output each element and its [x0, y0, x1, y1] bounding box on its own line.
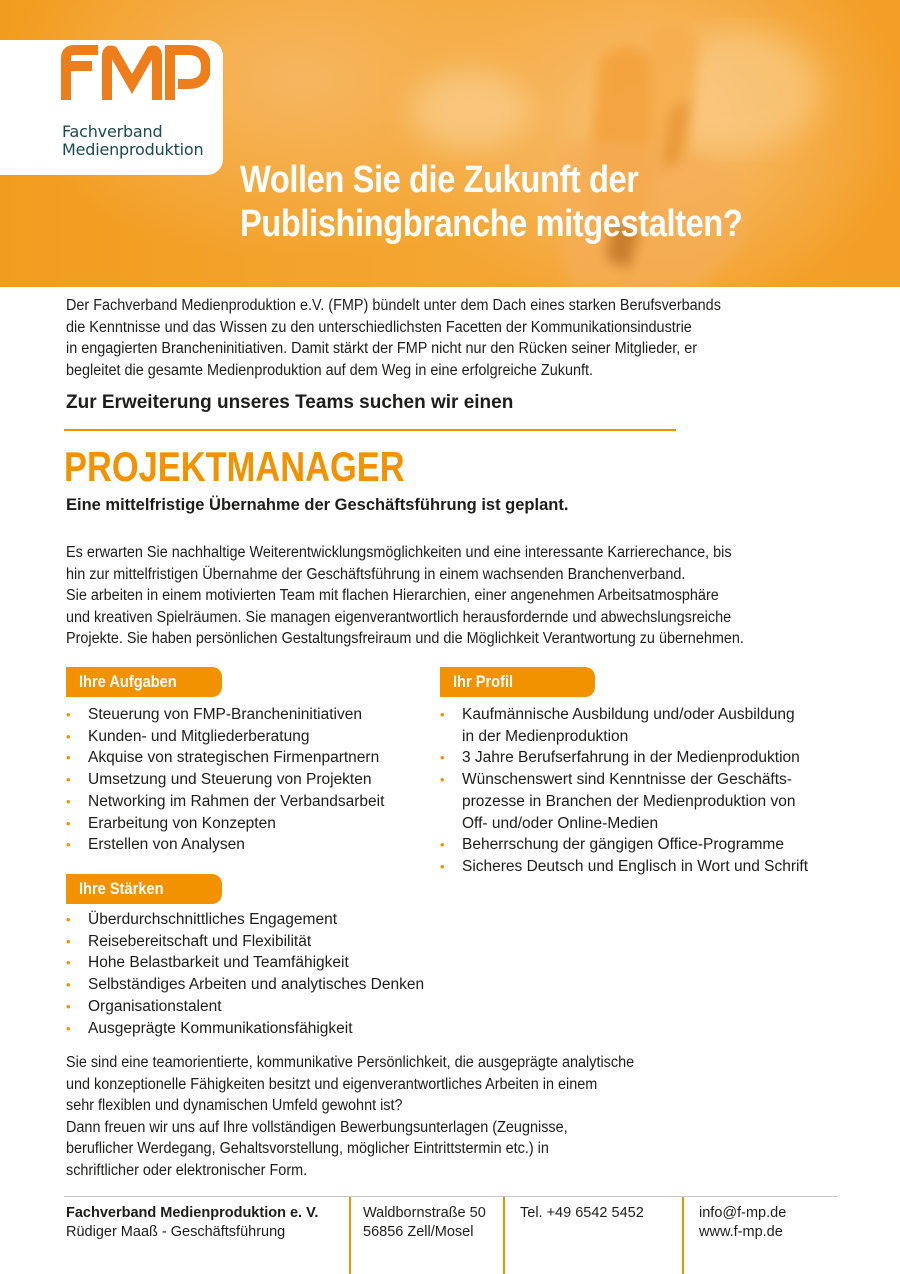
- list-item: [66, 791, 384, 813]
- intro-line: begleitet die gesamte Medienproduktion auf dem Weg in eine erfolgreiche Zukunft.: [66, 361, 594, 379]
- bullet-icon: •: [66, 933, 71, 949]
- list-item: [440, 704, 808, 747]
- footer-separator: [349, 1197, 351, 1274]
- heading-divider: [64, 429, 676, 431]
- list-item-text: Steuerung von FMP-Brancheninitiativen: [88, 706, 362, 723]
- list-item: [66, 747, 384, 769]
- footer-contact-person: Rüdiger Maaß - Geschäftsführung: [66, 1224, 286, 1240]
- list-item-text: Reisebereitschaft und Flexibilität: [88, 932, 312, 950]
- closing-line: Sie sind eine teamorientierte, kommunikative Persönlichkeit, die ausgeprägte analytische: [66, 1054, 635, 1071]
- bullet-icon: •: [440, 772, 445, 788]
- list-item-text: 3 Jahre Berufserfahrung in der Medienproduktion: [462, 749, 800, 767]
- list-item: [66, 952, 424, 974]
- description-line: hin zur mittelfristigen Übernahme der Geschäftsführung in einem wachsenden Branchenverband.: [66, 565, 686, 583]
- list-item: [66, 769, 384, 791]
- logo-line-2: Medienproduktion: [62, 140, 204, 159]
- section-title: Ihre Aufgaben: [79, 672, 177, 691]
- bullet-icon: •: [66, 912, 71, 927]
- list-item: [66, 813, 384, 835]
- footer-address: [363, 1204, 486, 1242]
- list-item-text: prozesse in Branchen der Medienproduktion von: [462, 792, 796, 810]
- description-line: Projekte. Sie haben persönlichen Gestaltungsfreiraum und die Möglichkeit Verantwortung zu übernehmen.: [66, 630, 744, 648]
- list-item: [66, 974, 424, 996]
- list-item: [66, 996, 424, 1018]
- bullet-icon: •: [66, 728, 71, 744]
- hero-title: [240, 158, 742, 246]
- footer-website-link[interactable]: www.f-mp.de: [699, 1224, 783, 1240]
- closing-line: schriftlicher oder elektronischer Form.: [66, 1161, 308, 1179]
- list-item-text: Sicheres Deutsch und Englisch in Wort und Schrift: [462, 857, 809, 875]
- bullet-icon: •: [440, 858, 445, 874]
- section-title: Ihr Profil: [453, 672, 514, 691]
- bullet-icon: •: [440, 707, 445, 722]
- list-item-text: Selbständiges Arbeiten und analytisches Denken: [88, 976, 425, 994]
- logo-line-1: Fachverband: [62, 122, 163, 141]
- hero-title-line-2: Publishingbranche mitgestalten?: [240, 203, 743, 245]
- list-item: [440, 834, 808, 856]
- closing-line: sehr flexiblen und dynamischen Umfeld gewohnt ist?: [66, 1097, 403, 1115]
- bullet-icon: •: [66, 793, 71, 809]
- description-line: und kreativen Spielräumen. Sie managen eigenverantwortlich herausfordernde und abwechslungsreiche: [66, 608, 732, 626]
- intro-line: die Kenntnisse und das Wissen zu den unterschiedlichsten Facetten der Kommunikationsindustrie: [66, 318, 692, 336]
- closing-paragraph: [66, 1052, 634, 1182]
- bullet-icon: •: [66, 998, 71, 1014]
- list-item: [440, 856, 808, 878]
- list-item: [66, 726, 384, 748]
- bullet-icon: •: [66, 1020, 71, 1036]
- footer-separator: [682, 1197, 684, 1274]
- bullet-icon: •: [66, 707, 71, 722]
- description-line: Es erwarten Sie nachhaltige Weiterentwicklungsmöglichkeiten und eine interessante Karrierechance, bis: [66, 544, 732, 561]
- list-item: [66, 931, 424, 953]
- bullet-icon: •: [66, 977, 71, 993]
- search-heading: Zur Erweiterung unseres Teams suchen wir einen: [66, 392, 514, 413]
- closing-line: Dann freuen wir uns auf Ihre vollständigen Bewerbungsunterlagen (Zeugnisse,: [66, 1118, 568, 1136]
- bullet-icon: •: [66, 815, 71, 831]
- list-item-text: Wünschenswert sind Kenntnisse der Geschäfts-: [462, 771, 792, 789]
- footer-city: 56856 Zell/Mosel: [363, 1224, 474, 1240]
- list-item-text: Erarbeitung von Konzepten: [88, 814, 276, 832]
- description-paragraph: [66, 542, 744, 650]
- description-line: Sie arbeiten in einem motivierten Team mit flachen Hierarchien, einer angenehmen Arbeitsatmosphäre: [66, 587, 719, 605]
- list-item-text: Hohe Belastbarkeit und Teamfähigkeit: [88, 954, 349, 972]
- footer-phone[interactable]: Tel. +49 6542 5452: [520, 1205, 644, 1221]
- footer-divider: [64, 1196, 838, 1197]
- bullet-icon: •: [440, 750, 445, 766]
- list-item: [66, 909, 424, 931]
- intro-line: Der Fachverband Medienproduktion e.V. (FMP) bündelt unter dem Dach eines starken Berufsverbands: [66, 297, 721, 314]
- list-item: [440, 769, 808, 834]
- list-item-text: Überdurchschnittliches Engagement: [88, 911, 337, 928]
- list-item: [66, 834, 384, 856]
- list-item-text: Organisationstalent: [88, 997, 222, 1015]
- hero-title-line-1: Wollen Sie die Zukunft der: [240, 159, 639, 201]
- list-item-text: Ausgeprägte Kommunikationsfähigkeit: [88, 1019, 353, 1037]
- bullet-icon: •: [66, 772, 71, 788]
- staerken-list: [66, 909, 424, 1039]
- logo: [0, 40, 223, 175]
- list-item-text: Umsetzung und Steuerung von Projekten: [88, 771, 372, 789]
- list-item-text: Beherrschung der gängigen Office-Programme: [462, 836, 784, 854]
- intro-line: in engagierten Brancheninitiativen. Damit stärkt der FMP nicht nur den Rücken seiner Mitglieder, er: [66, 340, 698, 358]
- list-item-text: Akquise von strategischen Firmenpartnern: [88, 749, 380, 767]
- bullet-icon: •: [66, 837, 71, 853]
- list-item: [66, 1018, 424, 1040]
- list-item-text: Networking im Rahmen der Verbandsarbeit: [88, 792, 385, 810]
- footer-email-link[interactable]: info@f-mp.de: [699, 1205, 787, 1221]
- fmp-logo-mark: [60, 42, 210, 102]
- hero-banner: [0, 0, 900, 287]
- list-item: [440, 747, 808, 769]
- profil-list: [440, 704, 808, 878]
- list-item-text: Kaufmännische Ausbildung und/oder Ausbildung: [462, 706, 795, 723]
- footer-online: [699, 1204, 786, 1242]
- bullet-icon: •: [66, 955, 71, 971]
- footer-street: Waldbornstraße 50: [363, 1205, 486, 1221]
- job-title: PROJEKTMANAGER: [64, 443, 405, 490]
- footer-phone-block: [520, 1204, 644, 1223]
- job-subtitle: Eine mittelfristige Übernahme der Geschäftsführung ist geplant.: [66, 496, 569, 514]
- aufgaben-list: [66, 704, 384, 856]
- list-item: [66, 704, 384, 726]
- section-header-aufgaben: [66, 667, 222, 697]
- section-header-staerken: [66, 874, 222, 904]
- footer-organization: [66, 1204, 318, 1242]
- list-item-text: in der Medienproduktion: [462, 727, 629, 745]
- footer-org-name: Fachverband Medienproduktion e. V.: [66, 1205, 319, 1221]
- list-item-text: Kunden- und Mitgliederberatung: [88, 727, 310, 745]
- bullet-icon: •: [66, 750, 71, 766]
- closing-line: beruflicher Werdegang, Gehaltsvorstellung, möglicher Eintrittstermin etc.) in: [66, 1140, 549, 1158]
- bullet-icon: •: [440, 837, 445, 853]
- list-item-text: Off- und/oder Online-Medien: [462, 814, 659, 832]
- list-item-text: Erstellen von Analysen: [88, 836, 245, 854]
- section-header-profil: [440, 667, 595, 697]
- intro-paragraph: [66, 295, 721, 381]
- footer-separator: [503, 1197, 505, 1274]
- section-title: Ihre Stärken: [79, 879, 164, 898]
- closing-line: und konzeptionelle Fähigkeiten besitzt und eigenverantwortliches Arbeiten in einem: [66, 1075, 598, 1093]
- logo-subtitle: [62, 123, 203, 159]
